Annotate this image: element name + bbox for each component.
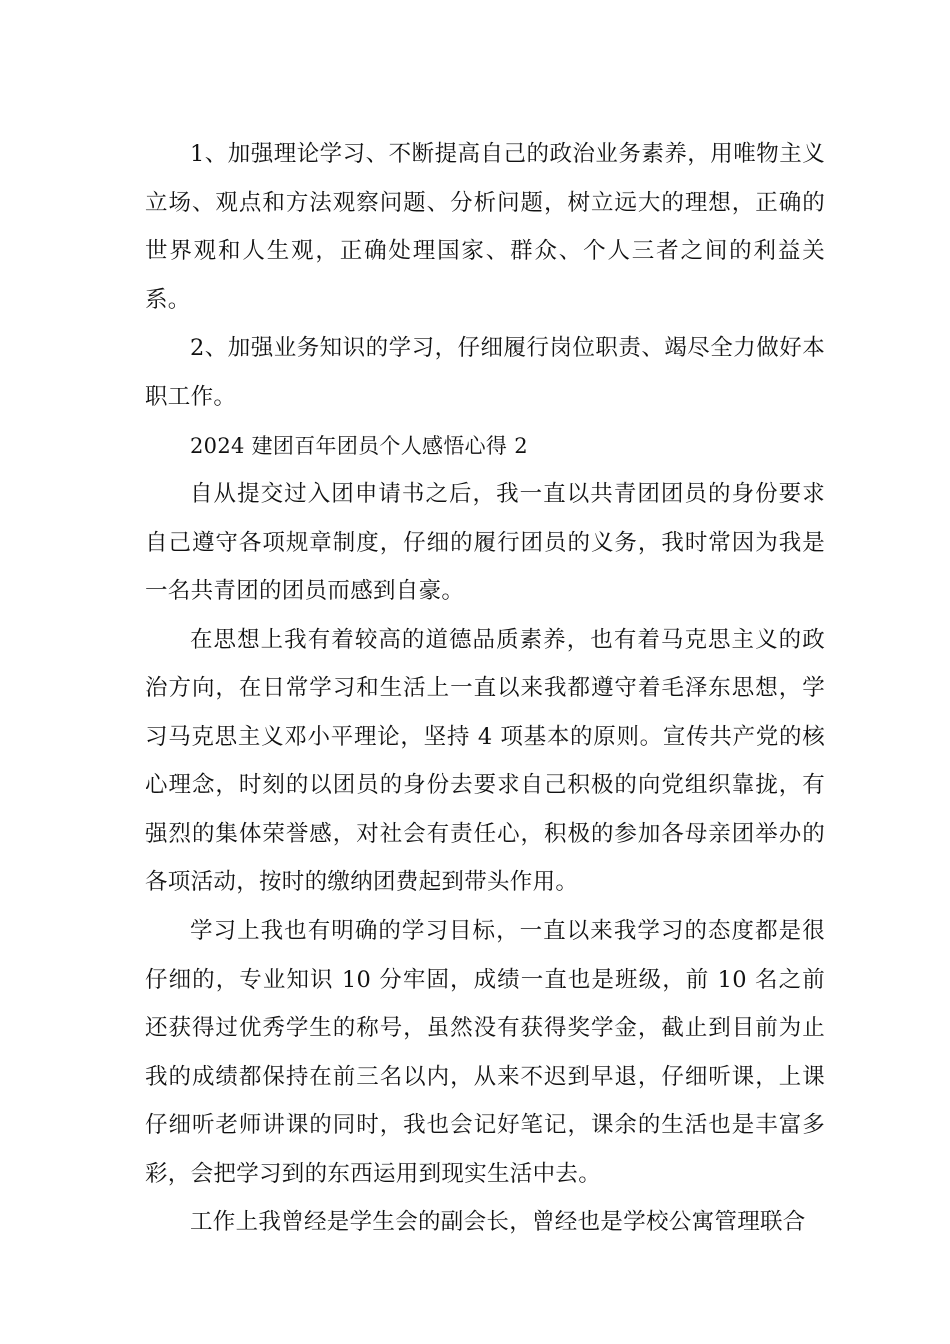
document-body xyxy=(145,130,825,1247)
paragraph-study: 学习上我也有明确的学习目标，一直以来我学习的态度都是很仔细的，专业知识 10 分牢固，成绩一直也是班级，前 10 名之前还获得过优秀学生的称号，虽然没有获得奖学金，截止到目前为止我的成绩都保持在前三名以内，从来不迟到早退，仔细听课，上课仔细听老师讲课的同时，我也会记好笔记，课余的生活也是丰富多彩，会把学习到的东西运用到现实生活中去。 xyxy=(145,918,825,1187)
paragraph-business-study: 2、加强业务知识的学习，仔细履行岗位职责、竭尽全力做好本职工作。 xyxy=(145,335,825,410)
section-heading: 2024 建团百年团员个人感悟心得 2 xyxy=(190,433,528,458)
paragraph-league-application: 自从提交过入团申请书之后，我一直以共青团团员的身份要求自己遵守各项规章制度，仔细的履行团员的义务，我时常因为我是一名共青团的团员而感到自豪。 xyxy=(145,481,825,605)
paragraph-ideology: 在思想上我有着较高的道德品质素养，也有着马克思主义的政治方向，在日常学习和生活上一直以来我都遵守着毛泽东思想，学习马克思主义邓小平理论，坚持 4 项基本的原则。宣传共产党的核心理念，时刻的以团员的身份去要求自己积极的向党组织靠拢，有强烈的集体荣誉感，对社会有责任心，积极的参加各母亲团举办的各项活动，按时的缴纳团费起到带头作用。 xyxy=(145,626,825,896)
paragraph-work: 工作上我曾经是学生会的副会长，曾经也是学校公寓管理联合 xyxy=(190,1209,806,1236)
paragraph-theory-study: 1、加强理论学习、不断提高自己的政治业务素养，用唯物主义立场、观点和方法观察问题、分析问题，树立远大的理想，正确的世界观和人生观，正确处理国家、群众、个人三者之间的利益关系。 xyxy=(145,141,825,313)
